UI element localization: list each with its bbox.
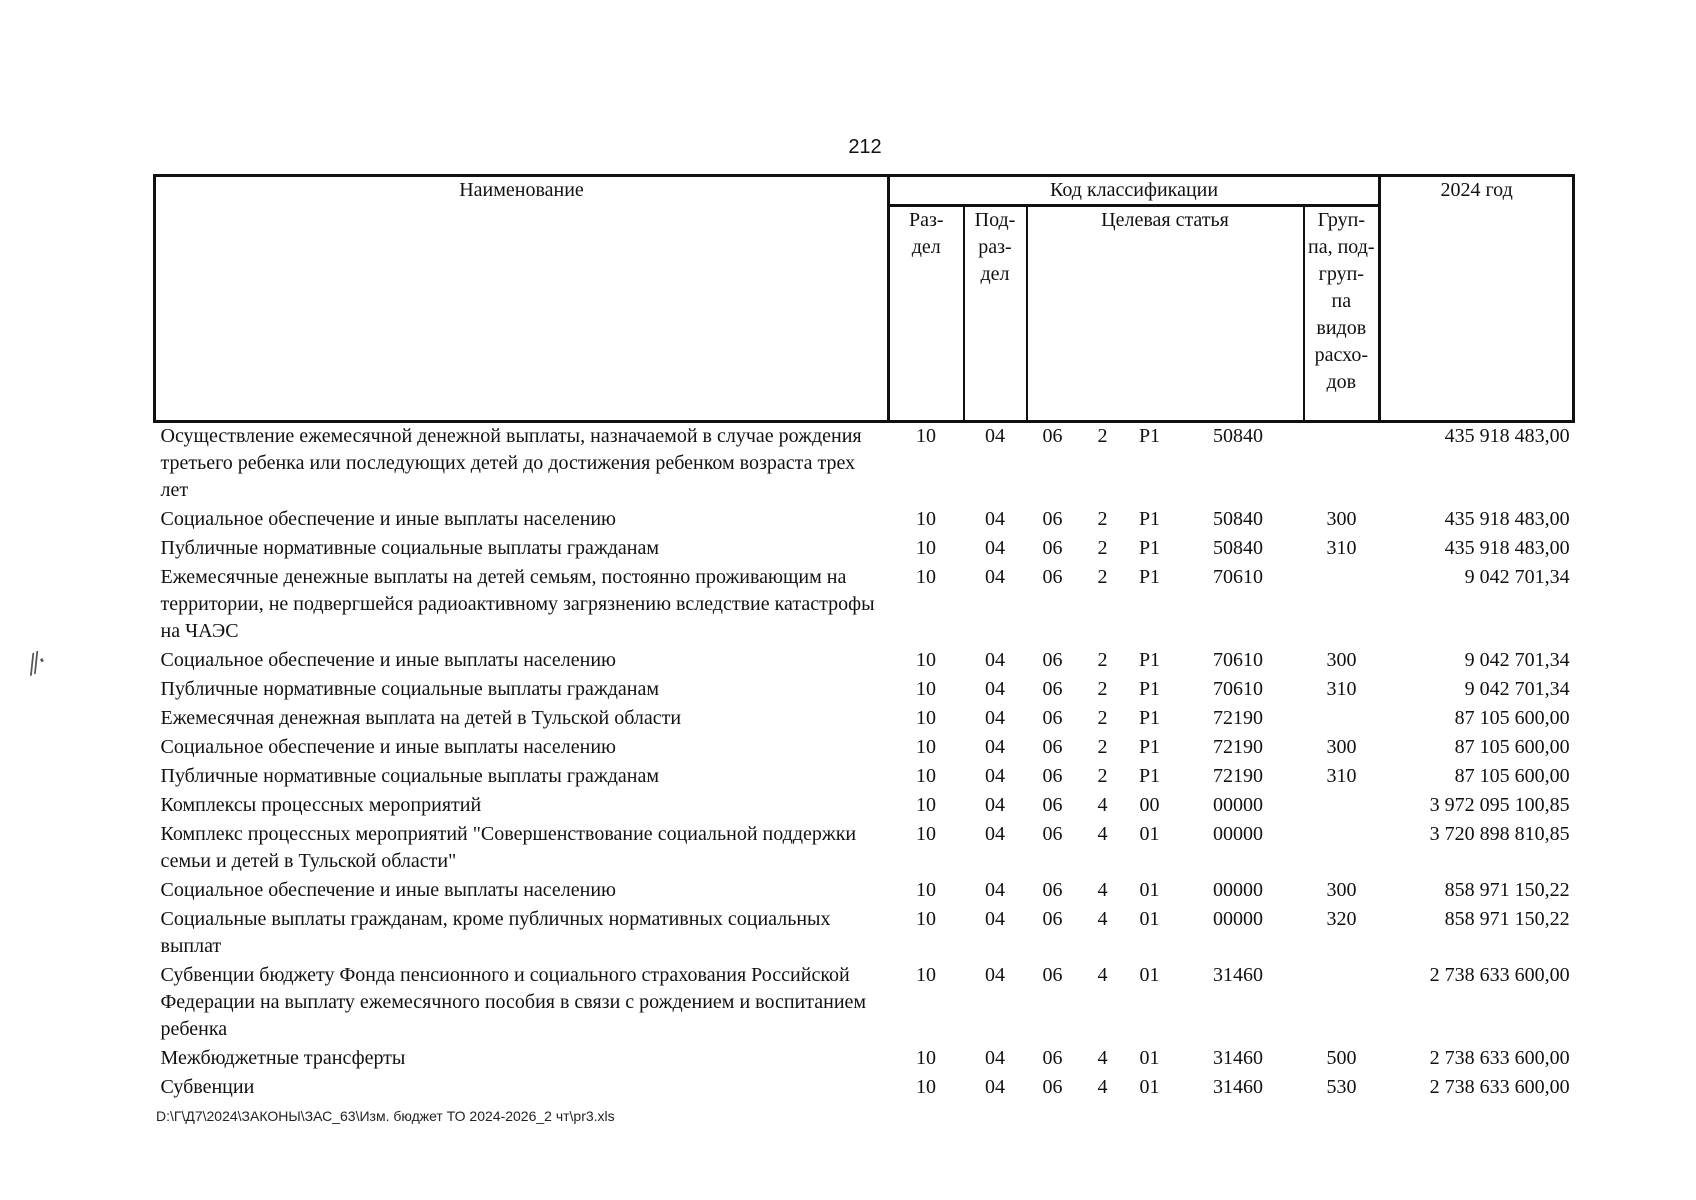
row-section: 10	[916, 964, 936, 986]
header-expense-group-line: па, под-	[1308, 236, 1375, 258]
row-section: 10	[916, 425, 936, 447]
row-section: 10	[916, 908, 936, 930]
row-target-subprogram: 4	[1097, 794, 1108, 816]
row-section: 10	[916, 707, 936, 729]
row-amount: 3 972 095 100,85	[1429, 794, 1570, 816]
row-subsection: 04	[985, 736, 1005, 758]
table-row	[155, 792, 1574, 821]
row-target-direction: 00000	[1213, 794, 1263, 816]
row-amount: 3 720 898 810,85	[1429, 823, 1570, 845]
row-expense-group: 310	[1326, 537, 1357, 559]
row-section: 10	[916, 1076, 936, 1098]
row-name: Публичные нормативные социальные выплаты гражданам	[160, 678, 660, 700]
row-target-direction: 00000	[1213, 908, 1263, 930]
row-subsection: 04	[985, 879, 1005, 901]
header-classification-code: Код классификации	[889, 176, 1380, 206]
row-target-program: 06	[1042, 678, 1063, 700]
header-expense-group-line: па	[1331, 290, 1352, 312]
row-expense-group	[1304, 962, 1380, 1045]
row-target-program: 06	[1042, 1076, 1063, 1098]
table-body	[155, 422, 1574, 1104]
row-section: 10	[916, 765, 936, 787]
table-row	[155, 734, 1574, 763]
row-name: Публичные нормативные социальные выплаты гражданам	[160, 765, 660, 787]
row-target-subprogram: 4	[1097, 908, 1108, 930]
row-subsection: 04	[985, 566, 1005, 588]
row-target-direction: 72190	[1213, 707, 1263, 729]
table-row	[155, 962, 1574, 1045]
row-target-direction: 31460	[1213, 964, 1263, 986]
table-row	[155, 422, 1574, 507]
table-row	[155, 647, 1574, 676]
row-section: 10	[916, 537, 936, 559]
row-target-program: 06	[1042, 508, 1063, 530]
row-target-direction: 72190	[1213, 765, 1263, 787]
row-subsection: 04	[985, 1047, 1005, 1069]
row-section: 10	[916, 736, 936, 758]
row-target-direction: 50840	[1213, 508, 1263, 530]
row-name: Комплекс процессных мероприятий "Совершенствование социальной поддержки семьи и детей в Тульской области"	[160, 823, 857, 872]
row-target-direction: 00000	[1213, 879, 1263, 901]
row-target-program: 06	[1042, 823, 1063, 845]
row-target-subprogram: 4	[1097, 1076, 1108, 1098]
row-target-program: 06	[1042, 765, 1063, 787]
row-name: Публичные нормативные социальные выплаты гражданам	[160, 537, 660, 559]
row-target-item: Р1	[1138, 649, 1161, 671]
row-target-program: 06	[1042, 964, 1063, 986]
row-name: Социальное обеспечение и иные выплаты населению	[160, 508, 616, 530]
row-amount: 435 918 483,00	[1444, 537, 1570, 559]
row-name: Социальное обеспечение и иные выплаты населению	[160, 879, 616, 901]
row-amount: 9 042 701,34	[1464, 566, 1570, 588]
row-target-subprogram: 4	[1097, 879, 1108, 901]
row-section: 10	[916, 649, 936, 671]
file-path-footer: D:\Г\Д7\2024\ЗАКОНЫ\ЗАС_63\Изм. бюджет ТО 2024-2026_2 чт\pr3.xls	[156, 1108, 615, 1124]
header-section-line: Раз-	[908, 209, 944, 231]
table-row	[155, 676, 1574, 705]
row-amount: 87 105 600,00	[1454, 765, 1570, 787]
header-expense-group	[1304, 206, 1380, 422]
row-target-subprogram: 2	[1097, 707, 1108, 729]
row-expense-group: 310	[1326, 678, 1357, 700]
header-expense-group-line: Груп-	[1317, 209, 1365, 231]
table-row	[155, 906, 1574, 962]
row-target-subprogram: 4	[1097, 964, 1108, 986]
table-row	[155, 705, 1574, 734]
row-amount: 858 971 150,22	[1444, 908, 1570, 930]
row-target-item: 01	[1139, 1076, 1160, 1098]
table-header	[155, 176, 1574, 422]
row-target-program: 06	[1042, 879, 1063, 901]
row-expense-group: 300	[1326, 508, 1357, 530]
row-target-subprogram: 4	[1097, 823, 1108, 845]
header-year: 2024 год	[1380, 176, 1574, 422]
row-expense-group: 300	[1326, 879, 1357, 901]
table-row	[155, 877, 1574, 906]
row-subsection: 04	[985, 765, 1005, 787]
header-subsection-line: раз-	[978, 236, 1012, 258]
row-target-direction: 50840	[1213, 537, 1263, 559]
row-name: Ежемесячная денежная выплата на детей в Тульской области	[160, 707, 682, 729]
header-section-line: дел	[911, 236, 941, 258]
row-section: 10	[916, 508, 936, 530]
row-target-program: 06	[1042, 707, 1063, 729]
row-subsection: 04	[985, 649, 1005, 671]
header-subsection-line: Под-	[974, 209, 1016, 231]
row-target-item: 01	[1139, 879, 1160, 901]
row-target-item: 00	[1139, 794, 1160, 816]
row-target-direction: 31460	[1213, 1047, 1263, 1069]
row-target-program: 06	[1042, 649, 1063, 671]
row-expense-group: 500	[1326, 1047, 1357, 1069]
row-target-item: Р1	[1138, 425, 1161, 447]
row-target-program: 06	[1042, 537, 1063, 559]
row-target-direction: 70610	[1213, 678, 1263, 700]
row-target-direction: 31460	[1213, 1076, 1263, 1098]
row-amount: 435 918 483,00	[1444, 508, 1570, 530]
row-amount: 87 105 600,00	[1454, 736, 1570, 758]
row-name: Субвенции	[160, 1076, 255, 1098]
row-target-item: Р1	[1138, 566, 1161, 588]
header-target-article: Целевая статья	[1027, 206, 1304, 422]
row-target-subprogram: 2	[1097, 425, 1108, 447]
header-expense-group-line: груп-	[1318, 263, 1364, 285]
table-row	[155, 763, 1574, 792]
row-expense-group	[1304, 422, 1380, 507]
row-section: 10	[916, 1047, 936, 1069]
row-expense-group	[1304, 705, 1380, 734]
row-target-item: Р1	[1138, 537, 1161, 559]
table-row	[155, 1074, 1574, 1103]
table-row	[155, 1045, 1574, 1074]
header-expense-group-line: расхо-	[1314, 344, 1368, 366]
row-target-program: 06	[1042, 794, 1063, 816]
row-target-program: 06	[1042, 908, 1063, 930]
row-target-program: 06	[1042, 736, 1063, 758]
row-amount: 9 042 701,34	[1464, 678, 1570, 700]
row-target-item: 01	[1139, 908, 1160, 930]
row-target-subprogram: 2	[1097, 736, 1108, 758]
row-target-program: 06	[1042, 1047, 1063, 1069]
row-target-item: Р1	[1138, 678, 1161, 700]
row-target-subprogram: 2	[1097, 678, 1108, 700]
row-name: Межбюджетные трансферты	[160, 1047, 406, 1069]
table-row	[155, 506, 1574, 535]
row-subsection: 04	[985, 508, 1005, 530]
row-expense-group: 320	[1326, 908, 1357, 930]
row-subsection: 04	[985, 678, 1005, 700]
row-section: 10	[916, 879, 936, 901]
row-amount: 87 105 600,00	[1454, 707, 1570, 729]
row-target-item: 01	[1139, 823, 1160, 845]
row-section: 10	[916, 566, 936, 588]
row-name: Субвенции бюджету Фонда пенсионного и социального страхования Российской Федерации на выплату ежемесячного пособия в связи с рождением и воспитанием ребенка	[160, 964, 867, 1040]
row-target-direction: 70610	[1213, 566, 1263, 588]
row-subsection: 04	[985, 425, 1005, 447]
row-target-item: 01	[1139, 964, 1160, 986]
row-amount: 2 738 633 600,00	[1429, 1076, 1570, 1098]
header-section	[889, 206, 964, 422]
row-target-program: 06	[1042, 425, 1063, 447]
table-row	[155, 821, 1574, 877]
row-target-program: 06	[1042, 566, 1063, 588]
row-name: Осуществление ежемесячной денежной выплаты, назначаемой в случае рождения третьего ребенка или последующих детей до достижения ребенком возраста трех лет	[160, 425, 862, 501]
row-target-subprogram: 2	[1097, 765, 1108, 787]
row-amount: 858 971 150,22	[1444, 879, 1570, 901]
row-name: Ежемесячные денежные выплаты на детей семьям, постоянно проживающим на территории, не подвергшейся радиоактивному загрязнению вследствие катастрофы на ЧАЭС	[160, 566, 875, 642]
header-name: Наименование	[155, 176, 889, 422]
table-row	[155, 535, 1574, 564]
row-section: 10	[916, 794, 936, 816]
row-subsection: 04	[985, 707, 1005, 729]
handwritten-mark: ⁄⁄·	[24, 645, 53, 681]
row-expense-group	[1304, 821, 1380, 877]
table-row	[155, 564, 1574, 647]
header-subsection	[964, 206, 1027, 422]
row-target-direction: 50840	[1213, 425, 1263, 447]
row-subsection: 04	[985, 1076, 1005, 1098]
row-amount: 9 042 701,34	[1464, 649, 1570, 671]
row-amount: 2 738 633 600,00	[1429, 964, 1570, 986]
budget-table	[153, 174, 1575, 1103]
header-expense-group-line: видов	[1316, 317, 1367, 339]
row-amount: 435 918 483,00	[1444, 425, 1570, 447]
row-target-item: Р1	[1138, 765, 1161, 787]
row-expense-group: 300	[1326, 649, 1357, 671]
row-target-subprogram: 2	[1097, 649, 1108, 671]
row-expense-group	[1304, 792, 1380, 821]
page-number: 212	[848, 136, 882, 158]
row-expense-group: 530	[1326, 1076, 1357, 1098]
header-subsection-line: дел	[980, 263, 1010, 285]
row-target-direction: 70610	[1213, 649, 1263, 671]
row-name: Социальное обеспечение и иные выплаты населению	[160, 736, 616, 758]
row-target-direction: 72190	[1213, 736, 1263, 758]
row-subsection: 04	[985, 537, 1005, 559]
row-subsection: 04	[985, 823, 1005, 845]
row-name: Комплексы процессных мероприятий	[160, 794, 482, 816]
row-target-subprogram: 2	[1097, 566, 1108, 588]
row-subsection: 04	[985, 794, 1005, 816]
row-target-item: 01	[1139, 1047, 1160, 1069]
row-expense-group: 310	[1326, 765, 1357, 787]
row-target-item: Р1	[1138, 508, 1161, 530]
row-subsection: 04	[985, 908, 1005, 930]
row-target-item: Р1	[1138, 736, 1161, 758]
row-target-subprogram: 2	[1097, 537, 1108, 559]
row-name: Социальные выплаты гражданам, кроме публичных нормативных социальных выплат	[160, 908, 831, 957]
row-expense-group: 300	[1326, 736, 1357, 758]
row-section: 10	[916, 823, 936, 845]
header-expense-group-line: дов	[1326, 371, 1357, 393]
row-target-item: Р1	[1138, 707, 1161, 729]
row-target-subprogram: 2	[1097, 508, 1108, 530]
row-subsection: 04	[985, 964, 1005, 986]
row-expense-group	[1304, 564, 1380, 647]
row-section: 10	[916, 678, 936, 700]
row-amount: 2 738 633 600,00	[1429, 1047, 1570, 1069]
row-target-subprogram: 4	[1097, 1047, 1108, 1069]
row-target-direction: 00000	[1213, 823, 1263, 845]
row-name: Социальное обеспечение и иные выплаты населению	[160, 649, 616, 671]
